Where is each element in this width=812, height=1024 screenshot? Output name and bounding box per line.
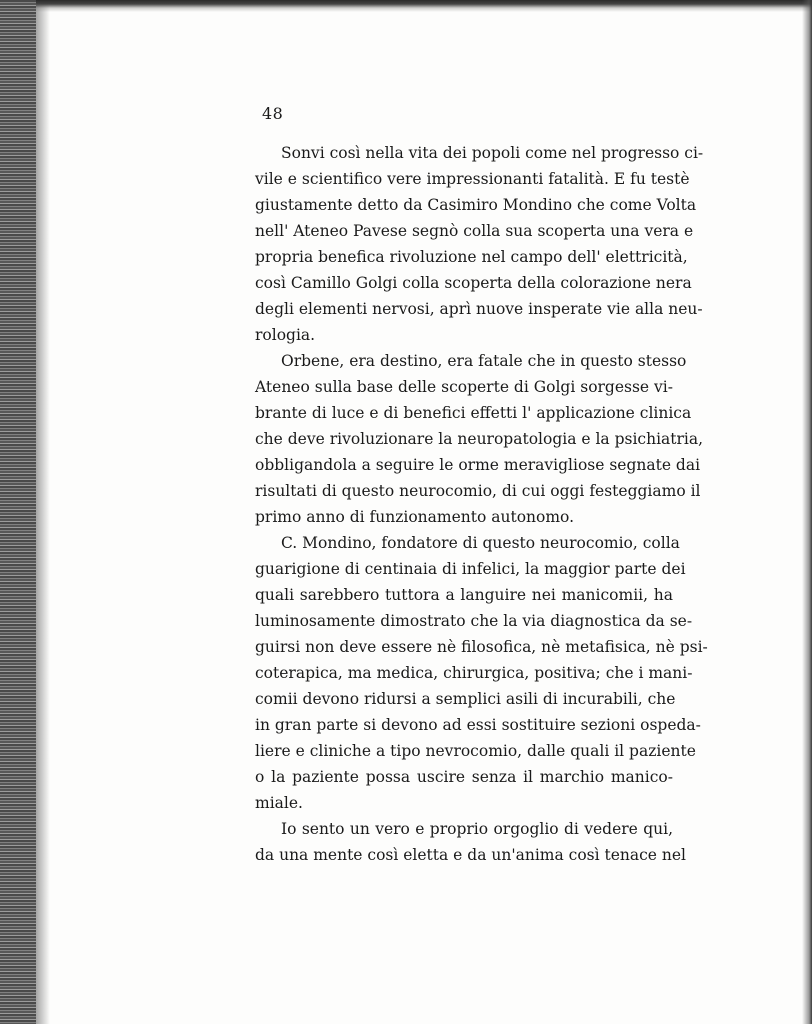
text-line: così Camillo Golgi colla scoperta della colorazione nera: [255, 274, 692, 292]
text-line: nell' Ateneo Pavese segnò colla sua scoperta una vera e: [255, 222, 694, 240]
text-line: coterapica, ma medica, chirurgica, positiva; che i mani-: [255, 664, 693, 682]
page-number: 48: [262, 104, 284, 123]
text-line: brante di luce e di benefici effetti l' applicazione clinica: [255, 404, 692, 422]
text-line: Orbene, era destino, era fatale che in questo stesso: [281, 352, 687, 370]
text-line: rologia.: [255, 326, 316, 344]
text-line: quali sarebbero tuttora a languire nei manicomii, ha: [255, 586, 673, 604]
text-line: che deve rivoluzionare la neuropatologia e la psichiatria,: [255, 430, 704, 448]
book-binding-edge: [0, 0, 36, 1024]
text-line: in gran parte si devono ad essi sostituire sezioni ospeda-: [255, 716, 701, 734]
text-line: liere e cliniche a tipo nevrocomio, dalle quali il paziente: [255, 742, 696, 760]
text-line: guirsi non deve essere nè filosofica, nè metafisica, nè psi-: [255, 638, 708, 656]
text-line: Ateneo sulla base delle scoperte di Golgi sorgesse vi-: [255, 378, 673, 396]
text-line: comii devono ridursi a semplici asili di incurabili, che: [255, 690, 676, 708]
text-line: primo anno di funzionamento autonomo.: [255, 508, 575, 526]
text-line: propria benefica rivoluzione nel campo dell' elettricità,: [255, 248, 688, 266]
text-line: o la paziente possa uscire senza il marchio manico-: [255, 768, 673, 786]
text-line: obbligandola a seguire le orme meravigliose segnate dai: [255, 456, 701, 474]
text-line: Sonvi così nella vita dei popoli come nel progresso ci-: [281, 144, 704, 162]
text-line: degli elementi nervosi, aprì nuove insperate vie alla neu-: [255, 300, 703, 318]
text-line: C. Mondino, fondatore di questo neurocomio, colla: [281, 534, 680, 552]
body-text: [255, 140, 708, 868]
right-edge-shadow: [802, 0, 812, 1024]
text-line: risultati di questo neurocomio, di cui oggi festeggiamo il: [255, 482, 701, 500]
text-line: giustamente detto da Casimiro Mondino che come Volta: [255, 196, 697, 214]
top-edge-shadow: [36, 0, 812, 12]
text-line: vile e scientifico vere impressionanti fatalità. E fu testè: [255, 170, 690, 188]
text-line: da una mente così eletta e da un'anima così tenace nel: [255, 846, 687, 864]
text-line: guarigione di centinaia di infelici, la maggior parte dei: [255, 560, 686, 578]
text-line: miale.: [255, 794, 303, 812]
binding-shadow: [36, 0, 50, 1024]
text-line: Io sento un vero e proprio orgoglio di vedere qui,: [281, 820, 673, 838]
text-line: luminosamente dimostrato che la via diagnostica da se-: [255, 612, 693, 630]
